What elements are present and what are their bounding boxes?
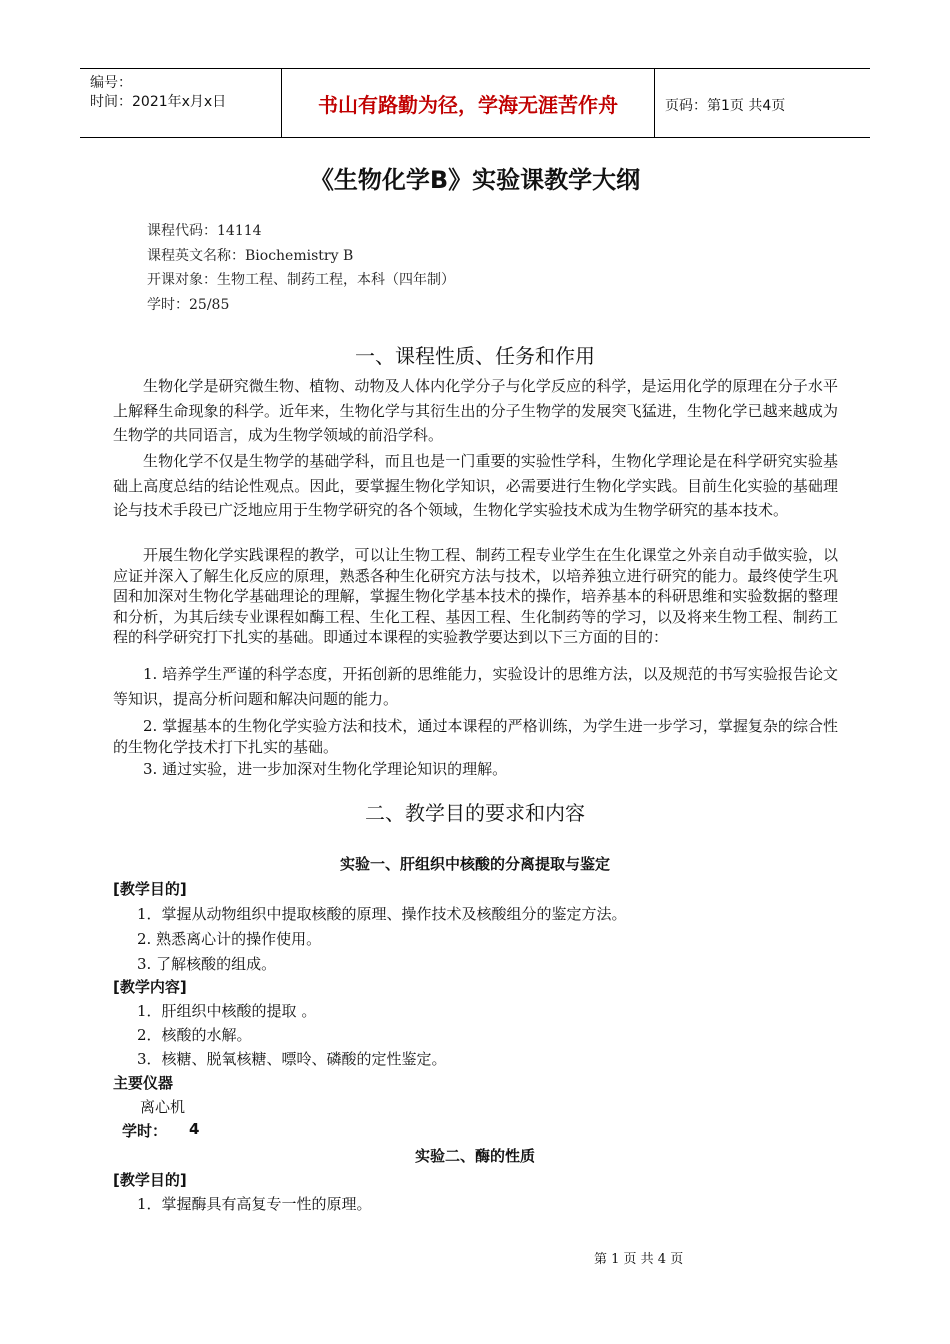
exp1-content-item: 1．肝组织中核酸的提取 。 <box>137 1002 317 1020</box>
exp1-aim-item: 1．掌握从动物组织中提取核酸的原理、操作技术及核酸组分的鉴定方法。 <box>137 905 627 923</box>
exp1-content-item: 2．核酸的水解。 <box>137 1026 252 1044</box>
section-heading-1: 一、课程性质、任务和作用 <box>355 344 595 368</box>
number-label: 编号： <box>90 75 132 91</box>
exp1-instrument-label: 主要仪器 <box>113 1074 174 1092</box>
page-info: 页码：第1页 共4页 <box>665 98 786 114</box>
paragraph-3: 开展生物化学实践课程的教学，可以让生物工程、制药工程专业学生在生化课堂之外亲自动手做实验，以应证并深入了解生化反应的原理，熟悉各种生化研究方法与技术，以培养独立进行研究的能力。最终使学生巩固和加深对生物化学基础理论的理解，掌握生物化学基本技术的操作，培养基本的科研思维和实验数据的整理和分析，为其后续专业课程如酶工程、生化工程、基因工程、生化制药等的学习，以及将来生物工程、制药工程的科学研究打下扎实的基础。即通过本课程的实验教学要达到以下三方面的目的： <box>113 546 838 646</box>
exp2-aim-label: [教学目的] <box>113 1171 187 1189</box>
paragraph-4: 1. 培养学生严谨的科学态度，开拓创新的思维能力，实验设计的思维方法，以及规范的书写实验报告论文等知识，提高分析问题和解决问题的能力。 <box>113 665 838 708</box>
exp1-hours-value: 4 <box>189 1120 200 1138</box>
course-audience: 开课对象：生物工程、制药工程，本科（四年制） <box>147 272 455 288</box>
header-table <box>80 68 870 138</box>
motto: 书山有路勤为径，学海无涯苦作舟 <box>281 69 655 137</box>
exp1-aim-item: 3. 了解核酸的组成。 <box>137 955 277 973</box>
experiment-2-title: 实验二、酶的性质 <box>414 1147 535 1165</box>
section-heading-2: 二、教学目的要求和内容 <box>365 801 585 825</box>
page-footer: 第 1 页 共 4 页 <box>594 1252 684 1267</box>
exp1-instrument: 离心机 <box>140 1098 186 1116</box>
paragraph-2: 生物化学不仅是生物学的基础学科，而且也是一门重要的实验性学科，生物化学理论是在科学研究实验基础上高度总结的结论性观点。因此，要掌握生物化学知识，必需要进行生物化学实践。目前生化实验的基础理论与技术手段已广泛地应用于生物学研究的各个领域，生物化学实验技术成为生物学研究的基本技术。 <box>113 452 838 519</box>
exp1-content-item: 3．核糖、脱氧核糖、嘌呤、磷酸的定性鉴定。 <box>137 1050 447 1068</box>
course-code: 课程代码：14114 <box>147 223 262 239</box>
exp2-aim-item: 1．掌握酶具有高复专一性的原理。 <box>137 1195 372 1213</box>
paragraph-1: 生物化学是研究微生物、植物、动物及人体内化学分子与化学反应的科学，是运用化学的原理在分子水平上解释生命现象的科学。近年来，生物化学与其衍生出的分子生物学的发展突飞猛进，生物化学已越来越成为生物学的共同语言，成为生物学领域的前沿学科。 <box>113 377 838 444</box>
document-title: 《生物化学B》实验课教学大纲 <box>309 166 641 194</box>
exp1-aim-label: [教学目的] <box>113 880 187 898</box>
paragraph-5: 2. 掌握基本的生物化学实验方法和技术，通过本课程的严格训练，为学生进一步学习，掌握复杂的综合性的生物化学技术打下扎实的基础。 <box>113 717 838 756</box>
header-left-cell <box>80 69 280 137</box>
course-hours: 学时：25/85 <box>147 297 230 313</box>
course-english-name: 课程英文名称：Biochemistry B <box>147 248 354 264</box>
exp1-hours-label: 学时： <box>122 1122 168 1140</box>
exp1-content-label: [教学内容] <box>113 978 187 996</box>
experiment-1-title: 实验一、肝组织中核酸的分离提取与鉴定 <box>339 855 610 873</box>
paragraph-6: 3. 通过实验，进一步加深对生物化学理论知识的理解。 <box>143 760 508 778</box>
exp1-aim-item: 2. 熟悉离心计的操作使用。 <box>137 930 322 948</box>
time-label: 时间：2021年x月x日 <box>90 94 227 110</box>
